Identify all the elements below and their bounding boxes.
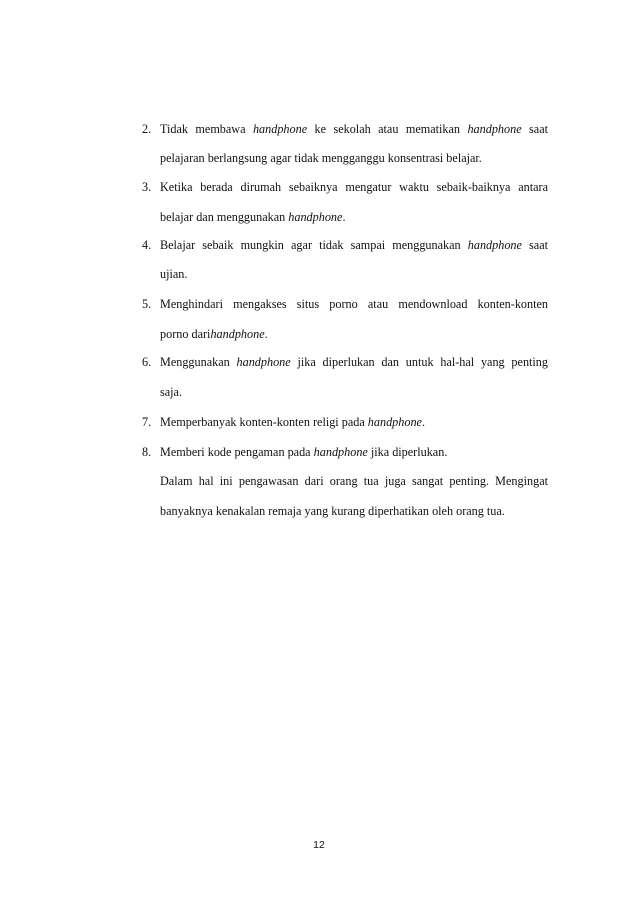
text-run: jika diperlukan dan untuk hal-hal yang penting <box>290 355 548 369</box>
text-line: Dalam hal ini pengawasan dari orang tua juga sangat penting. Mengingat <box>160 474 548 488</box>
page-number: 12 <box>313 839 325 851</box>
text-line <box>160 267 548 282</box>
text-run: Ketika berada dirumah sebaiknya mengatur waktu sebaik-baiknya antara <box>160 180 548 194</box>
italic-term: handphone <box>367 415 422 429</box>
text-run: Menghindari mengakses situs porno atau mendownload konten-konten <box>160 297 548 311</box>
list-number: 6. <box>142 355 152 369</box>
text-run: Tidak membawa <box>160 122 253 136</box>
text-run: pelajaran berlangsung agar tidak mengganggu konsentrasi belajar. <box>160 151 482 165</box>
text-line <box>160 445 548 460</box>
italic-term: handphone <box>467 238 522 252</box>
text-line <box>160 180 548 195</box>
text-run: Menggunakan <box>160 355 237 369</box>
text-run: porno dari <box>160 327 211 341</box>
text-line <box>160 122 548 137</box>
italic-term: handphone <box>288 210 343 224</box>
text-line: banyaknya kenakalan remaja yang kurang diperhatikan oleh orang tua. <box>160 504 505 518</box>
list-number: 4. <box>142 238 152 252</box>
text-line <box>160 297 548 312</box>
list-number: 8. <box>142 445 152 459</box>
text-run: . <box>342 210 346 224</box>
text-line <box>160 415 548 430</box>
text-run: saat <box>521 238 548 252</box>
text-run: . <box>264 327 268 341</box>
text-line <box>160 355 548 370</box>
italic-term: handphone <box>236 355 291 369</box>
text-run: Memperbanyak konten-konten religi pada <box>160 415 368 429</box>
list-number: 5. <box>142 297 152 311</box>
text-run: ke sekolah atau mematikan <box>307 122 468 136</box>
text-line <box>160 327 548 342</box>
text-line <box>160 238 548 253</box>
text-run: Belajar sebaik mungkin agar tidak sampai menggunakan <box>160 238 468 252</box>
text-run: . <box>421 415 426 429</box>
italic-term: handphone <box>467 122 522 136</box>
text-run: Memberi kode pengaman pada <box>160 445 314 459</box>
list-number: 7. <box>142 415 152 429</box>
text-run: saat <box>521 122 548 136</box>
italic-term: handphone <box>252 122 308 136</box>
text-run: saja. <box>160 385 182 399</box>
list-number: 2. <box>142 122 152 136</box>
text-line <box>160 210 548 225</box>
list-number: 3. <box>142 180 152 194</box>
italic-term: handphone <box>210 327 265 341</box>
text-run: jika diperlukan. <box>367 445 448 459</box>
text-run: belajar dan menggunakan <box>160 210 289 224</box>
italic-term: handphone <box>313 445 368 459</box>
text-line <box>160 151 548 166</box>
text-run: ujian. <box>160 267 188 281</box>
text-line <box>160 385 548 400</box>
